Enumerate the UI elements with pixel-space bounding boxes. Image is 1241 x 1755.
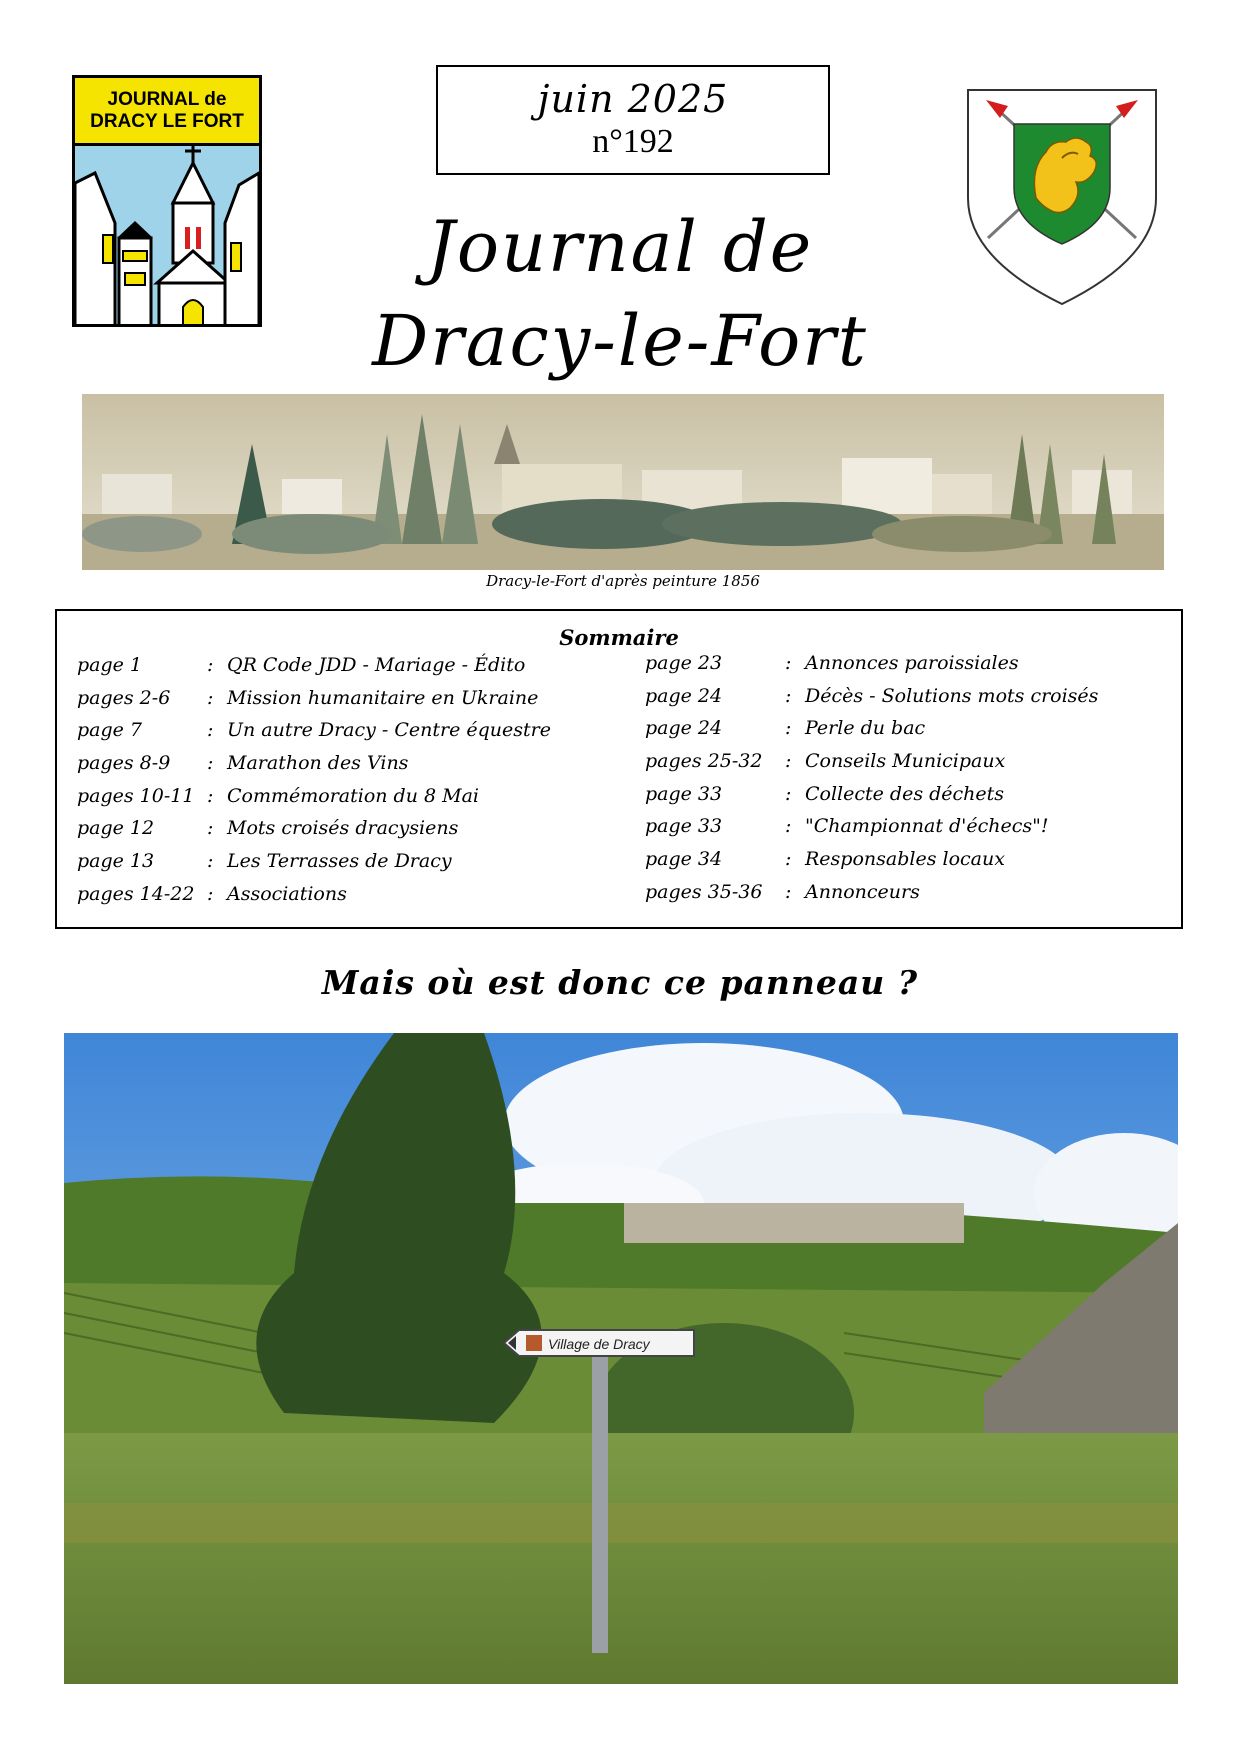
toc-page: pages 35-36	[645, 880, 763, 903]
toc-row	[77, 878, 551, 911]
toc-separator: :	[785, 848, 792, 871]
toc-separator: :	[207, 882, 214, 905]
logo-line2: DRACY LE FORT	[90, 110, 244, 132]
coat-of-arms-icon	[966, 88, 1158, 306]
toc-row	[77, 682, 551, 715]
toc-topic: Responsables locaux	[805, 848, 1005, 871]
toc-topic: QR Code JDD - Mariage - Édito	[227, 654, 526, 676]
toc-row	[645, 810, 1098, 843]
toc-row	[645, 680, 1098, 713]
toc-page: pages 25-32	[645, 750, 763, 773]
issue-number: n°192	[592, 123, 674, 160]
toc-topic: Mission humanitaire en Ukraine	[227, 686, 539, 709]
toc-row	[77, 845, 551, 878]
toc-row	[77, 780, 551, 813]
toc-separator: :	[785, 815, 792, 838]
toc-row	[77, 812, 551, 845]
toc-topic: Collecte des déchets	[805, 782, 1005, 805]
journal-title	[300, 200, 940, 388]
logo-banner	[75, 78, 259, 146]
toc-row	[77, 714, 551, 747]
toc-separator: :	[207, 850, 214, 873]
toc-row	[645, 647, 1098, 680]
toc-row	[645, 843, 1098, 876]
toc-title: Sommaire	[559, 625, 679, 650]
toc-separator: :	[207, 784, 214, 807]
panorama-caption: Dracy-le-Fort d'après peinture 1856	[486, 572, 760, 590]
issue-box	[436, 65, 830, 175]
toc-separator: :	[785, 782, 792, 805]
logo-line1: JOURNAL de	[107, 88, 227, 110]
logo-village-drawing	[75, 143, 259, 327]
toc-topic: Perle du bac	[805, 717, 926, 740]
toc-page: page 24	[645, 717, 723, 740]
toc-page: page 33	[645, 782, 723, 805]
toc-page: pages 2-6	[77, 686, 171, 709]
toc-row	[645, 745, 1098, 778]
toc-separator: :	[785, 717, 792, 740]
toc-separator: :	[785, 750, 792, 773]
toc-topic: Les Terrasses de Dracy	[227, 850, 452, 873]
toc-page: pages 8-9	[77, 752, 171, 775]
toc-row	[645, 712, 1098, 745]
toc-page: page 13	[77, 850, 155, 873]
road-sign-text: Village de Dracy	[548, 1336, 650, 1352]
toc-page: page 1	[77, 654, 143, 676]
toc-topic: Annonceurs	[805, 880, 920, 903]
journal-title-line2: Dracy-le-Fort	[372, 300, 868, 382]
toc-page: page 23	[645, 652, 723, 674]
toc-separator: :	[785, 684, 792, 707]
toc-topic: Mots croisés dracysiens	[227, 817, 459, 840]
table-of-contents	[55, 609, 1183, 929]
toc-row	[77, 649, 551, 682]
toc-topic: Un autre Dracy - Centre équestre	[227, 719, 551, 742]
toc-separator: :	[207, 719, 214, 742]
toc-page: page 33	[645, 815, 723, 838]
toc-topic: Annonces paroissiales	[805, 652, 1019, 674]
toc-left-column	[77, 649, 551, 911]
journal-title-line1: Journal de	[426, 206, 814, 288]
issue-month: juin 2025	[537, 77, 729, 121]
toc-page: pages 10-11	[77, 784, 195, 807]
toc-page: page 34	[645, 848, 723, 871]
toc-right-column	[645, 647, 1098, 909]
village-sign-photo	[64, 1033, 1178, 1684]
panorama-painting	[82, 394, 1164, 570]
toc-topic: Décès - Solutions mots croisés	[805, 684, 1099, 707]
toc-page: page 24	[645, 684, 723, 707]
toc-separator: :	[207, 817, 214, 840]
toc-topic: Marathon des Vins	[227, 752, 409, 775]
toc-row	[645, 876, 1098, 909]
toc-separator: :	[207, 752, 214, 775]
feature-headline: Mais où est donc ce panneau ?	[321, 963, 919, 1002]
toc-row	[77, 747, 551, 780]
toc-separator: :	[785, 880, 792, 903]
toc-topic: Associations	[227, 882, 347, 905]
toc-row	[645, 778, 1098, 811]
journal-logo	[72, 75, 262, 327]
toc-page: page 12	[77, 817, 155, 840]
toc-page: page 7	[77, 719, 143, 742]
toc-separator: :	[207, 654, 214, 676]
toc-topic: Conseils Municipaux	[805, 750, 1006, 773]
toc-topic: Commémoration du 8 Mai	[227, 784, 479, 807]
toc-separator: :	[207, 686, 214, 709]
toc-page: pages 14-22	[77, 882, 195, 905]
toc-topic: "Championnat d'échecs"!	[805, 815, 1049, 838]
toc-separator: :	[785, 652, 792, 674]
